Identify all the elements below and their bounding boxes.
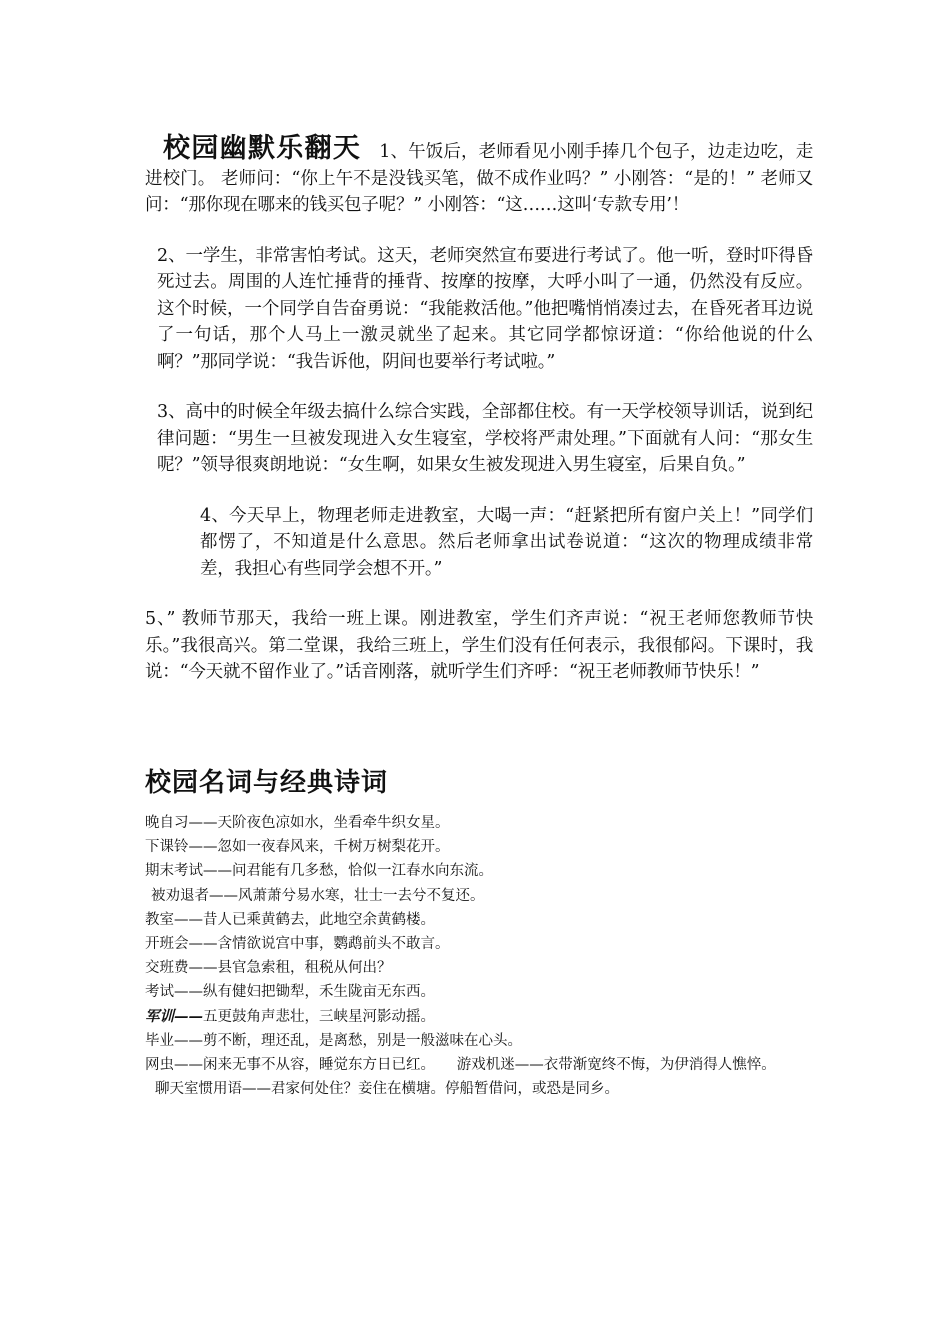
poem-line: 聊天室惯用语——君家何处住？妾住在横塘。停船暂借问，或恐是同乡。 — [155, 1081, 619, 1098]
humor-section — [145, 133, 813, 686]
poem-line-junxun — [145, 1005, 815, 1029]
joke-4: 4、今天早上，物理老师走进教室，大喝一声：“赶紧把所有窗户关上！”同学们都愣了，不知道是什么意思。然后老师拿出试卷说道：“这次的物理成绩非常差，我担心有些同学会想不开。” — [200, 505, 813, 579]
joke-2: 2、一学生，非常害怕考试。这天，老师突然宣布要进行考试了。他一听，登时吓得昏死过去。周围的人连忙捶背的捶背、按摩的按摩，大呼小叫了一通，仍然没有反应。这个时候，一个同学自告奋勇说：“我能救活他。”他把嘴悄悄凑过去，在昏死者耳边说了一句话，那个人马上一激灵就坐了起来。其它同学都惊讶道：“你给他说的什么啊？”那同学说：“我告诉他，阴间也要举行考试啦。” — [157, 245, 813, 372]
poem-line: 教室——昔人已乘黄鹤去，此地空余黄鹤楼。 — [145, 911, 435, 928]
poem-line: 毕业——剪不断，理还乱，是离愁，别是一般滋味在心头。 — [145, 1032, 522, 1049]
joke-5: 5、” 教师节那天，我给一班上课。刚进教室，学生们齐声说：“祝王老师您教师节快乐。”我很高兴。第二堂课，我给三班上，学生们没有任何表示，我很郁闷。下课时，我说：“今天就不留作业了。”话音刚落，就听学生们齐呼：“祝王老师教师节快乐！” — [145, 609, 813, 682]
joke-1 — [145, 133, 813, 219]
poetry-section — [145, 765, 815, 1101]
poem-line: 开班会——含情欲说宫中事，鹦鹉前头不敢言。 — [145, 936, 450, 953]
junxun-text: 五更鼓角声悲壮，三峡星河影动摇。 — [203, 1008, 435, 1025]
poem-line: 网虫——闲来无事不从容，睡觉东方日已红。 游戏机迷——衣带渐宽终不悔，为伊消得人憔悴。 — [145, 1057, 776, 1074]
junxun-term: 军训—— — [145, 1007, 203, 1025]
joke-3: 3、高中的时候全年级去搞什么综合实践，全部都住校。有一天学校领导训话，说到纪律问题：“男生一旦被发现进入女生寝室，学校将严肃处理。”下面就有人问：“那女生呢？”领导很爽朗地说：“女生啊，如果女生被发现进入男生寝室，后果自负。” — [157, 402, 813, 475]
section-title-humor: 校园幽默乐翻天 — [163, 133, 362, 164]
poem-line: 晚自习——天阶夜色凉如水，坐看牵牛织女星。 — [145, 815, 450, 831]
section-title-poetry: 校园名词与经典诗词 — [145, 768, 389, 798]
joke-1-text: 1、午饭后，老师看见小刚手捧几个包子，边走边吃，走进校门。 老师问：“你上午不是没钱买笔，做不成作业吗？” 小刚答：“是的！” 老师又问：“那你现在哪来的钱买包子呢？” 小刚答：“这……这叫‘专款专用’！ — [145, 142, 813, 215]
poem-line: 考试——纵有健妇把锄犁，禾生陇亩无东西。 — [145, 984, 435, 1001]
poem-line: 下课铃——忽如一夜春风来，千树万树梨花开。 — [145, 839, 450, 856]
poem-line: 期末考试——问君能有几多愁，恰似一江春水向东流。 — [145, 863, 493, 880]
poem-line: 被劝退者——风萧萧兮易水寒，壮士一去兮不复还。 — [151, 887, 485, 904]
poem-line: 交班费——县官急索租，租税从何出？ — [145, 960, 392, 977]
